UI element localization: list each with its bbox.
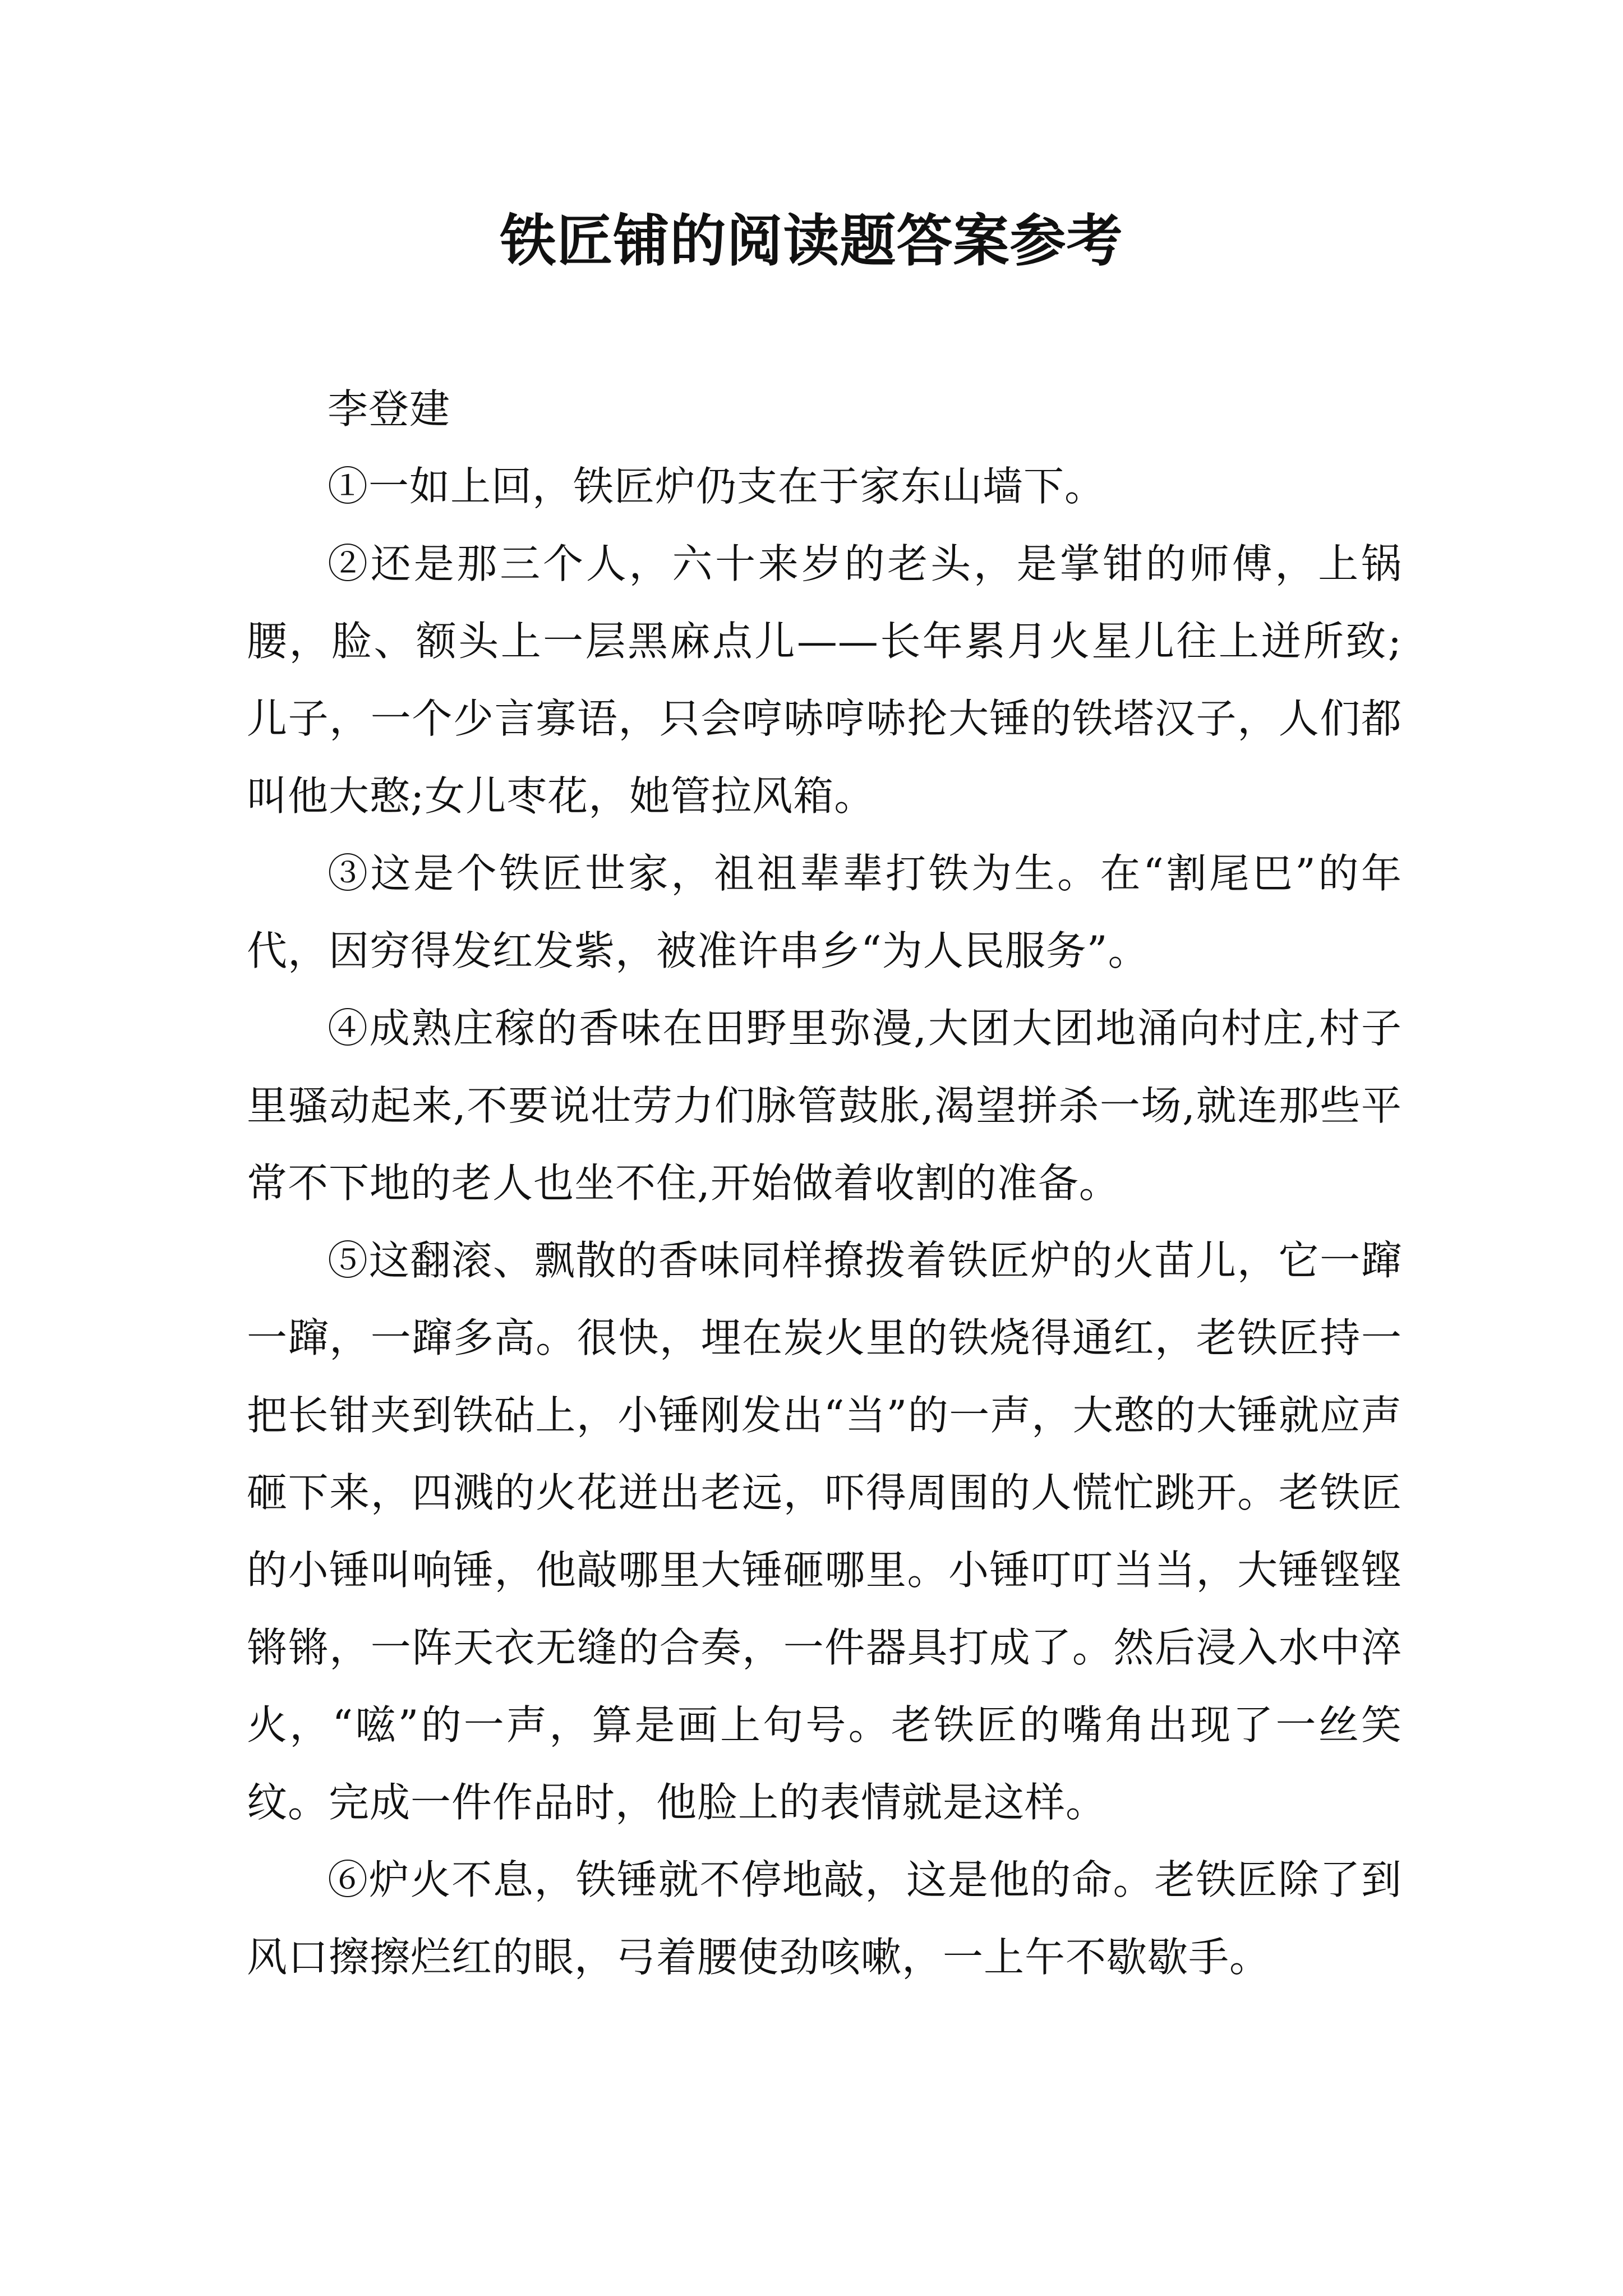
- paragraph-6: ⑥炉火不息，铁锤就不停地敲，这是他的命。老铁匠除了到风口擦擦烂红的眼，弓着腰使劲咳嗽，一上午不歇歇手。: [247, 1856, 1402, 1981]
- paragraph-3: ③这是个铁匠世家，祖祖辈辈打铁为生。在“割尾巴”的年代，因穷得发红发紫，被准许串乡“为人民服务”。: [247, 850, 1402, 974]
- article-body: [247, 370, 1402, 1996]
- paragraph-4: ④成熟庄稼的香味在田野里弥漫,大团大团地涌向村庄,村子里骚动起来,不要说壮劳力们脉管鼓胀,渴望拼杀一场,就连那些平常不下地的老人也坐不住,开始做着收割的准备。: [247, 1005, 1402, 1207]
- paragraph-2: ②还是那三个人，六十来岁的老头，是掌钳的师傅，上锅腰，脸、额头上一层黑麻点儿——长年累月火星儿往上迸所致;儿子，一个少言寡语，只会哼哧哼哧抡大锤的铁塔汉子，人们都叫他大憨;女儿枣花，她管拉风箱。: [247, 540, 1402, 820]
- author-name: 李登建: [328, 385, 451, 432]
- paragraph-1: ①一如上回，铁匠炉仍支在于家东山墙下。: [328, 463, 1106, 510]
- document-title: 铁匠铺的阅读题答案参考: [500, 208, 1123, 274]
- paragraph-5: ⑤这翻滚、飘散的香味同样撩拨着铁匠炉的火苗儿，它一蹿一蹿，一蹿多高。很快，埋在炭火里的铁烧得通红，老铁匠持一把长钳夹到铁砧上，小锤刚发出“当”的一声，大憨的大锤就应声砸下来，四溅的火花迸出老远，吓得周围的人慌忙跳开。老铁匠的小锤叫响锤，他敲哪里大锤砸哪里。小锤叮叮当当，大锤铿铿锵锵，一阵天衣无缝的合奏，一件器具打成了。然后浸入水中淬火，“嗞”的一声，算是画上句号。老铁匠的嘴角出现了一丝笑纹。完成一件作品时，他脸上的表情就是这样。: [247, 1237, 1402, 1826]
